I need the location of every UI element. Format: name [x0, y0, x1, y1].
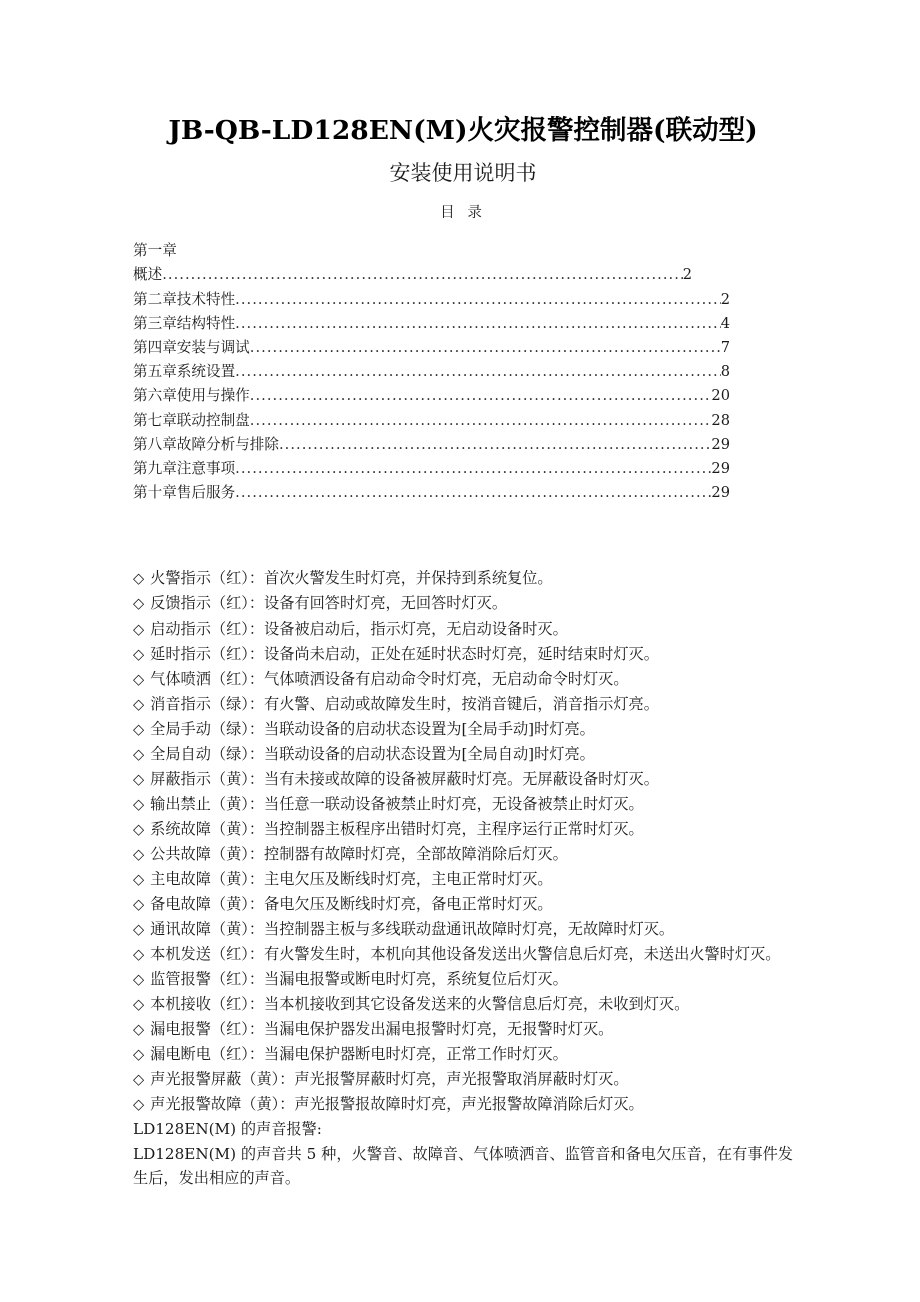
indicator-list-item [133, 742, 793, 767]
toc-entry-label: 第八章故障分析与排除 [133, 435, 279, 453]
toc-entry[interactable] [133, 288, 730, 312]
indicator-list-item [133, 942, 793, 967]
toc-dot-leader [235, 365, 721, 380]
diamond-bullet-icon: ◇ [133, 1047, 145, 1064]
indicator-text: 反馈指示（红）：设备有回答时灯亮，无回答时灯灭。 [150, 594, 508, 613]
indicator-text: 监管报警（红）：当漏电报警或断电时灯亮，系统复位后灯灭。 [150, 970, 568, 989]
diamond-bullet-icon: ◇ [133, 997, 145, 1014]
diamond-bullet-icon: ◇ [133, 1022, 145, 1039]
toc-entry[interactable] [133, 239, 793, 263]
sound-alarm-body: LD128EN(M) 的声音共 5 种，火警音、故障音、气体喷洒音、监管音和备电欠压音，在有事件发生后，发出相应的声音。 [133, 1144, 793, 1187]
diamond-bullet-icon: ◇ [133, 872, 145, 888]
toc-page-number: 4 [720, 314, 730, 332]
indicator-text: 主电故障（黄）：主电欠压及断线时灯亮，主电正常时灯灭。 [150, 870, 553, 888]
toc-page-number: 29 [711, 435, 730, 453]
indicator-text: 系统故障（黄）：当控制器主板程序出错时灯亮，主程序运行正常时灯灭。 [150, 819, 644, 838]
diamond-bullet-icon: ◇ [133, 771, 145, 788]
toc-entry[interactable] [133, 481, 730, 505]
diamond-bullet-icon: ◇ [133, 947, 145, 964]
indicator-list-item [133, 817, 793, 842]
toc-entry[interactable] [133, 312, 730, 336]
indicator-list-item [133, 642, 793, 667]
diamond-bullet-icon: ◇ [133, 897, 145, 914]
toc-entry-label: 第二章技术特性 [133, 290, 236, 308]
indicator-text: 声光报警故障（黄）：声光报警报故障时灯亮，声光报警故障消除后灯灭。 [150, 1095, 644, 1114]
indicator-text: 消音指示（绿）：有火警、启动或故障发生时，按消音键后，消音指示灯亮。 [150, 694, 659, 713]
indicator-list-item [133, 792, 793, 817]
diamond-bullet-icon: ◇ [133, 621, 145, 638]
table-of-contents [133, 222, 793, 505]
indicator-list-item [133, 692, 793, 717]
diamond-bullet-icon: ◇ [133, 746, 145, 763]
toc-entry[interactable] [133, 384, 730, 408]
toc-dot-leader [235, 293, 721, 308]
toc-page-number: 8 [720, 363, 730, 381]
indicator-list [133, 505, 793, 1117]
toc-dot-leader [235, 462, 711, 477]
toc-dot-leader [250, 414, 712, 429]
indicator-text: 本机接收（红）：当本机接收到其它设备发送来的火警信息后灯亮，未收到灯灭。 [150, 995, 690, 1014]
toc-page-number: 20 [711, 387, 730, 405]
toc-entry-label: 第四章安装与调试 [133, 339, 250, 357]
diamond-bullet-icon: ◇ [133, 972, 145, 989]
indicator-list-item [133, 892, 793, 917]
indicator-text: 公共故障（黄）：控制器有故障时灯亮，全部故障消除后灯灭。 [150, 844, 568, 863]
toc-dot-leader [279, 438, 711, 453]
indicator-list-item [133, 842, 793, 867]
indicator-list-item [133, 591, 793, 616]
toc-entry-label: 第一章 [133, 242, 177, 260]
toc-entry-label: 第七章联动控制盘 [133, 411, 250, 429]
diamond-bullet-icon: ◇ [133, 671, 145, 688]
diamond-bullet-icon: ◇ [133, 646, 145, 663]
indicator-text: 备电故障（黄）：备电欠压及断线时灯亮，备电正常时灯灭。 [150, 895, 553, 914]
toc-dot-leader [250, 341, 721, 356]
indicator-text: 屏蔽指示（黄）：当有未接或故障的设备被屏蔽时灯亮。无屏蔽设备时灯灭。 [150, 769, 659, 788]
toc-page-number: 29 [711, 484, 730, 502]
diamond-bullet-icon: ◇ [133, 696, 145, 713]
toc-dot-leader [162, 268, 683, 283]
toc-page-number: 2 [682, 266, 692, 284]
indicator-text: 启动指示（红）：设备被启动后，指示灯亮，无启动设备时灭。 [150, 619, 568, 638]
toc-dot-leader [235, 317, 721, 332]
toc-entry[interactable] [133, 433, 730, 457]
indicator-list-item [133, 867, 793, 892]
toc-entry-label: 概述 [133, 266, 163, 284]
toc-entry[interactable] [133, 457, 730, 481]
toc-entry[interactable] [133, 336, 730, 360]
toc-dot-leader [250, 389, 712, 404]
diamond-bullet-icon: ◇ [133, 596, 145, 613]
indicator-list-item [133, 1042, 793, 1067]
indicator-list-item [133, 992, 793, 1017]
indicator-list-item [133, 917, 793, 942]
indicator-list-item [133, 566, 793, 591]
indicator-text: 全局自动（绿）：当联动设备的启动状态设置为[全局自动]时灯亮。 [150, 744, 595, 763]
indicator-text: 火警指示（红）：首次火警发生时灯亮，并保持到系统复位。 [150, 569, 553, 588]
toc-entry-label: 第六章使用与操作 [133, 387, 250, 405]
toc-dot-leader [235, 486, 711, 501]
indicator-list-item [133, 1067, 793, 1092]
diamond-bullet-icon: ◇ [133, 821, 145, 838]
toc-page-number: 2 [720, 290, 730, 308]
page-title: JB-QB-LD128EN(M)火灾报警控制器(联动型) [168, 115, 758, 146]
indicator-text: 声光报警屏蔽（黄）：声光报警屏蔽时灯亮，声光报警取消屏蔽时灯灭。 [150, 1070, 629, 1089]
toc-page-number: 7 [720, 339, 730, 357]
indicator-list-item [133, 717, 793, 742]
toc-entry[interactable] [133, 360, 730, 384]
toc-entry-label: 第五章系统设置 [133, 363, 236, 381]
sound-alarm-section [133, 1117, 793, 1189]
indicator-text: 通讯故障（黄）：当控制器主板与多线联动盘通讯故障时灯亮，无故障时灯灭。 [150, 920, 675, 939]
indicator-list-item [133, 767, 793, 792]
indicator-text: 延时指示（红）：设备尚未启动，正处在延时状态时灯亮，延时结束时灯灭。 [150, 644, 659, 663]
toc-entry-label: 第九章注意事项 [133, 460, 236, 478]
indicator-list-item [133, 967, 793, 992]
toc-entry[interactable] [133, 263, 692, 287]
diamond-bullet-icon: ◇ [133, 846, 145, 863]
toc-entry[interactable] [133, 409, 730, 433]
indicator-text: 输出禁止（黄）：当任意一联动设备被禁止时灯亮，无设备被禁止时灯灭。 [150, 794, 644, 813]
indicator-list-item [133, 617, 793, 642]
document-subtitle: 安装使用说明书 [389, 160, 537, 185]
diamond-bullet-icon: ◇ [133, 721, 145, 738]
diamond-bullet-icon: ◇ [133, 922, 145, 939]
indicator-text: 漏电断电（红）：当漏电保护器断电时灯亮，正常工作时灯灭。 [150, 1045, 568, 1064]
toc-entry-label: 第十章售后服务 [133, 484, 236, 502]
toc-heading: 目 录 [440, 205, 486, 222]
indicator-text: 全局手动（绿）：当联动设备的启动状态设置为[全局手动]时灯亮。 [150, 719, 595, 738]
indicator-list-item [133, 667, 793, 692]
diamond-bullet-icon: ◇ [133, 1097, 145, 1114]
sound-alarm-heading: LD128EN(M) 的声音报警: [133, 1120, 322, 1139]
indicator-text: 气体喷洒（红）：气体喷洒设备有启动命令时灯亮，无启动命令时灯灭。 [150, 669, 629, 688]
diamond-bullet-icon: ◇ [133, 1072, 145, 1089]
indicator-text: 本机发送（红）：有火警发生时，本机向其他设备发送出火警信息后灯亮，未送出火警时灯灭。 [150, 945, 781, 964]
diamond-bullet-icon: ◇ [133, 571, 145, 588]
diamond-bullet-icon: ◇ [133, 796, 145, 813]
indicator-text: 漏电报警（红）：当漏电保护器发出漏电报警时灯亮，无报警时灯灭。 [150, 1020, 614, 1039]
toc-entry-label: 第三章结构特性 [133, 314, 236, 332]
page-content [133, 0, 793, 1190]
indicator-list-item [133, 1092, 793, 1117]
indicator-list-item [133, 1017, 793, 1042]
toc-page-number: 29 [711, 460, 730, 478]
toc-page-number: 28 [711, 411, 730, 429]
